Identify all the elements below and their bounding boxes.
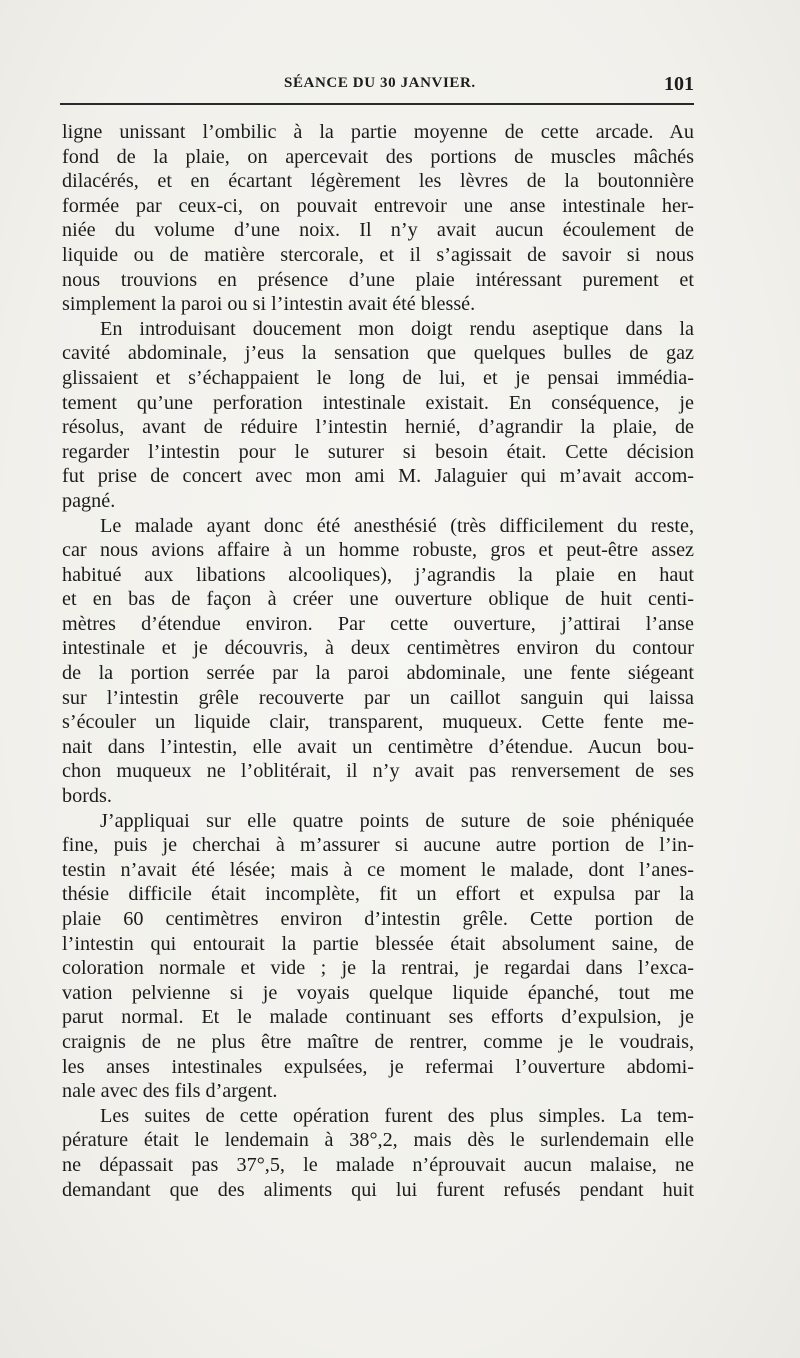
text-line: et en bas de façon à créer une ouverture oblique de huit centi- (62, 588, 694, 611)
text-line: intestinale et je découvris, à deux centimètres environ du contour (62, 637, 694, 660)
text-line: J’appliquai sur elle quatre points de suture de soie phéniquée (100, 809, 694, 832)
text-line: tement qu’une perforation intestinale existait. En conséquence, je (62, 391, 694, 414)
text-line: pérature était le lendemain à 38°,2, mais dès le surlendemain elle (62, 1129, 694, 1152)
text-line: liquide ou de matière stercorale, et il s’agissait de savoir si nous (62, 243, 694, 266)
text-line: En introduisant doucement mon doigt rendu aseptique dans la (100, 317, 694, 340)
text-line: résolus, avant de réduire l’intestin hernié, d’agrandir la plaie, de (62, 416, 694, 439)
text-line: fond de la plaie, on apercevait des portions de muscles mâchés (62, 145, 694, 168)
text-line: Les suites de cette opération furent des plus simples. La tem- (100, 1104, 694, 1127)
text-line: nous trouvions en présence d’une plaie intéressant purement et (62, 268, 694, 291)
text-line: regarder l’intestin pour le suturer si besoin était. Cette décision (62, 440, 694, 463)
text-line: dilacérés, et en écartant légèrement les lèvres de la boutonnière (62, 170, 694, 193)
text-line: s’écouler un liquide clair, transparent, muqueux. Cette fente me- (62, 711, 694, 734)
text-line: plaie 60 centimètres environ d’intestin grêle. Cette portion de (62, 908, 694, 930)
text-line: fut prise de concert avec mon ami M. Jalaguier qui m’avait accom- (62, 465, 694, 488)
text-line: cavité abdominale, j’eus la sensation que quelques bulles de gaz (62, 342, 694, 365)
text-line: habitué aux libations alcooliques), j’agrandis la plaie en haut (62, 563, 694, 586)
text-line: simplement la paroi ou si l’intestin avait été blessé. (62, 293, 476, 316)
header-rule (60, 103, 694, 105)
text-line: thésie difficile était incomplète, fit un effort et expulsa par la (62, 883, 694, 906)
text-line: glissaient et s’échappaient le long de lui, et je pensai immédia- (62, 366, 694, 389)
text-line: ne dépassait pas 37°,5, le malade n’éprouvait aucun malaise, ne (62, 1153, 694, 1176)
text-line: niée du volume d’une noix. Il n’y avait aucun écoulement de (62, 219, 694, 242)
text-line: l’intestin qui entourait la partie blessée était absolument saine, de (62, 932, 694, 955)
text-line: sur l’intestin grêle recouverte par un caillot sanguin qui laissa (62, 686, 694, 709)
text-line: testin n’avait été lésée; mais à ce moment le malade, dont l’anes- (62, 858, 694, 881)
text-line: nait dans l’intestin, elle avait un centimètre d’étendue. Aucun bou- (62, 735, 694, 758)
text-line: mètres d’étendue environ. Par cette ouverture, j’attirai l’anse (62, 612, 694, 635)
text-line: chon muqueux ne l’oblitérait, il n’y avait pas renversement de ses (62, 760, 694, 783)
text-line: formée par ceux-ci, on pouvait entrevoir une anse intestinale her- (62, 194, 694, 217)
body-text (62, 120, 694, 1202)
text-line: les anses intestinales expulsées, je refermai l’ouverture abdomi- (62, 1055, 694, 1078)
text-line: parut normal. Et le malade continuant ses efforts d’expulsion, je (62, 1006, 694, 1029)
text-line: bords. (62, 785, 112, 808)
page-header (62, 73, 694, 101)
text-line: pagné. (62, 489, 116, 512)
text-line: Le malade ayant donc été anesthésié (très difficilement du reste, (100, 514, 694, 537)
text-line: fine, puis je cherchai à m’assurer si aucune autre portion de l’in- (62, 834, 694, 857)
text-line: de la portion serrée par la paroi abdominale, une fente siégeant (62, 662, 694, 685)
text-line: car nous avions affaire à un homme robuste, gros et peut-être assez (62, 539, 694, 562)
text-line: craignis de ne plus être maître de rentrer, comme je le voudrais, (62, 1030, 694, 1053)
text-line: vation pelvienne si je voyais quelque liquide épanché, tout me (62, 981, 694, 1004)
text-line: demandant que des aliments qui lui furent refusés pendant huit (62, 1178, 694, 1201)
text-line: nale avec des fils d’argent. (62, 1080, 278, 1103)
running-head: SÉANCE DU 30 JANVIER. (284, 75, 476, 91)
text-line: coloration normale et vide ; je la rentrai, je regardai dans l’exca- (62, 957, 694, 980)
text-line: ligne unissant l’ombilic à la partie moyenne de cette arcade. Au (62, 121, 694, 143)
page-number: 101 (664, 73, 694, 95)
